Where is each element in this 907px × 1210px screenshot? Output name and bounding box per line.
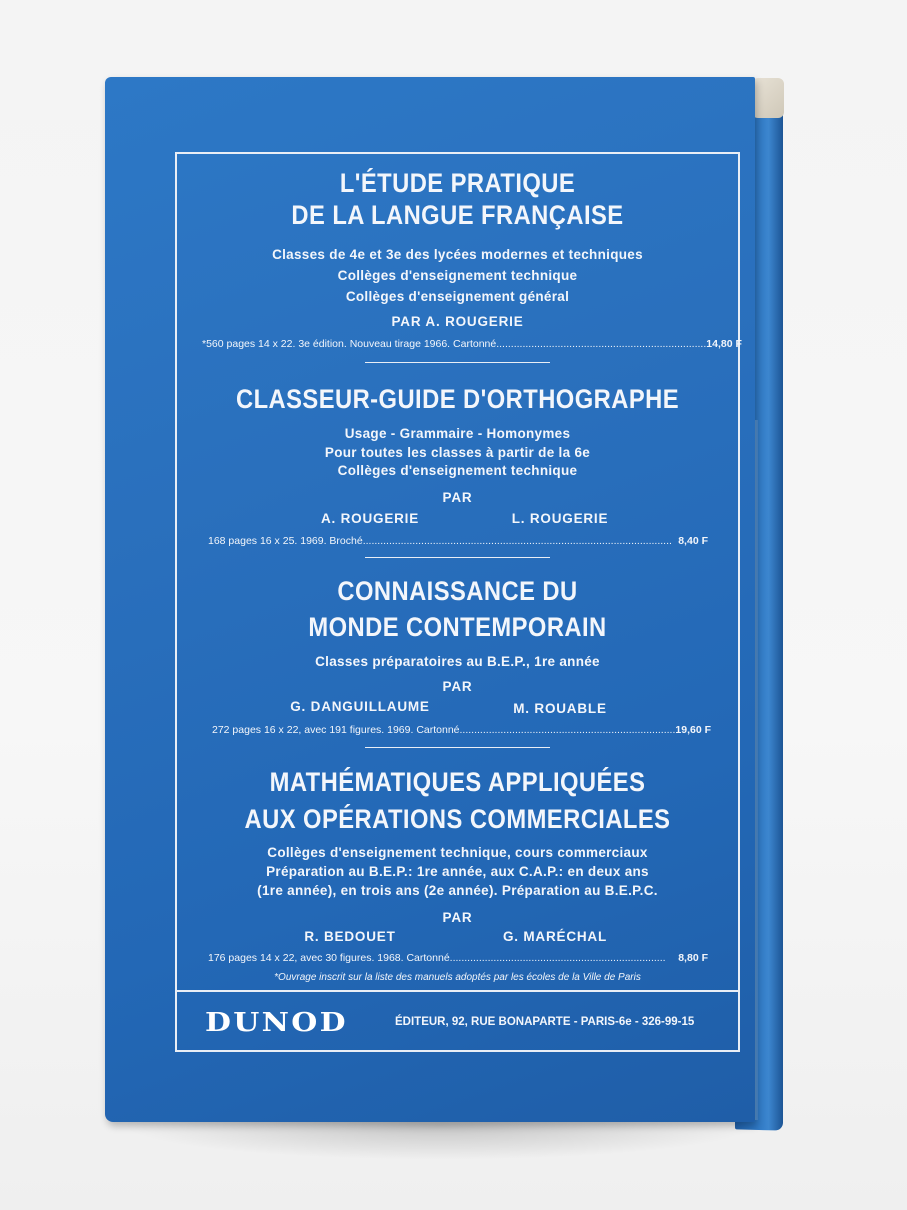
book1-price-line bbox=[202, 338, 742, 350]
book1-title-line1: L'ÉTUDE PRATIQUE bbox=[339, 168, 576, 198]
book1-author: PAR A. ROUGERIE bbox=[391, 314, 524, 329]
leader-dots: .......................................................................... bbox=[449, 952, 666, 964]
separator bbox=[365, 747, 550, 748]
book4-line: (1re année), en trois ans (2e année). Préparation au B.E.P.C. bbox=[257, 883, 658, 898]
book4-title-line2: AUX OPÉRATIONS COMMERCIALES bbox=[244, 804, 671, 834]
book4-author2: G. MARÉCHAL bbox=[502, 929, 608, 944]
book4-author1: R. BEDOUET bbox=[304, 929, 396, 944]
separator bbox=[365, 362, 550, 363]
book3-line: Classes préparatoires au B.E.P., 1re année bbox=[315, 654, 600, 669]
book3-title-line2: MONDE CONTEMPORAIN bbox=[308, 612, 607, 642]
book4-line: Collèges d'enseignement technique, cours commerciaux bbox=[267, 845, 648, 860]
book1-line: Collèges d'enseignement technique bbox=[337, 268, 578, 283]
book2-par: PAR bbox=[442, 490, 473, 505]
book2-line: Pour toutes les classes à partir de la 6e bbox=[324, 445, 591, 460]
book4-price: 8,80 F bbox=[678, 952, 708, 964]
book2-price-line bbox=[208, 535, 708, 547]
book2-title: CLASSEUR-GUIDE D'ORTHOGRAPHE bbox=[235, 384, 680, 414]
book3-author1: G. DANGUILLAUME bbox=[290, 699, 430, 714]
book1-line: Classes de 4e et 3e des lycées modernes et techniques bbox=[272, 247, 643, 262]
book3-price-line bbox=[212, 724, 712, 736]
book1-price: 14,80 F bbox=[706, 338, 742, 350]
book4-title-line1: MATHÉMATIQUES APPLIQUÉES bbox=[269, 767, 646, 797]
book3-title-line1: CONNAISSANCE DU bbox=[337, 576, 578, 606]
book1-title-line2: DE LA LANGUE FRANÇAISE bbox=[291, 200, 624, 230]
book1-line: Collèges d'enseignement général bbox=[345, 289, 570, 304]
book4-price-line bbox=[208, 952, 708, 964]
leader-dots: .......................................................................... bbox=[459, 724, 676, 736]
book2-price: 8,40 F bbox=[678, 535, 708, 547]
footnote: *Ouvrage inscrit sur la liste des manuels adoptés par les écoles de la Ville de Paris bbox=[274, 972, 641, 983]
book2-author1: A. ROUGERIE bbox=[320, 511, 420, 526]
book4-par: PAR bbox=[442, 910, 473, 925]
book2-line: Usage - Grammaire - Homonymes bbox=[344, 426, 571, 441]
separator bbox=[365, 557, 550, 558]
book3-details: 272 pages 16 x 22, avec 191 figures. 1969. Cartonné bbox=[212, 724, 460, 736]
leader-dots: .......................................................................................................... bbox=[362, 535, 672, 547]
book4-line: Préparation au B.E.P.: 1re année, aux C.A.P.: en deux ans bbox=[266, 864, 649, 879]
book1-details: *560 pages 14 x 22. 3e édition. Nouveau tirage 1966. Cartonné bbox=[202, 338, 497, 350]
publisher-address: ÉDITEUR, 92, RUE BONAPARTE - PARIS-6e - 326-99-15 bbox=[395, 1016, 695, 1028]
dunod-logo: DUNOD bbox=[205, 1008, 348, 1038]
book3-author2: M. ROUABLE bbox=[513, 701, 607, 716]
book4-details: 176 pages 14 x 22, avec 30 figures. 1968. Cartonné bbox=[208, 952, 450, 964]
book3-price: 19,60 F bbox=[675, 724, 712, 736]
spine-torn-corner bbox=[752, 78, 784, 118]
book2-details: 168 pages 16 x 25. 1969. Broché bbox=[208, 535, 363, 547]
book2-line: Collèges d'enseignement technique bbox=[337, 463, 578, 478]
leader-dots: ........................................................................ bbox=[496, 338, 707, 350]
book2-author2: L. ROUGERIE bbox=[511, 511, 609, 526]
book3-par: PAR bbox=[442, 679, 473, 694]
